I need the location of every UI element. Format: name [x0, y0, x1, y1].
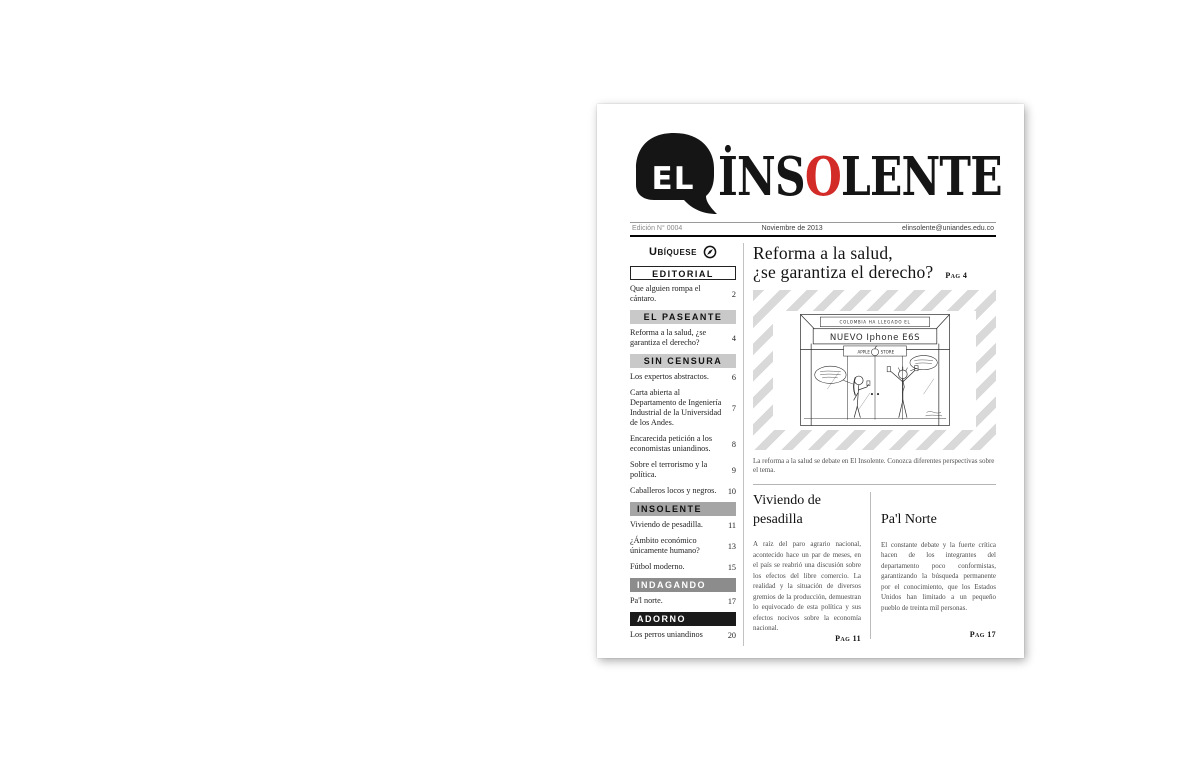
- toc-item: [630, 328, 736, 348]
- masthead: [597, 104, 1024, 222]
- article-page-ref: Pag 11: [835, 633, 861, 643]
- article-title: Pa'l Norte: [881, 511, 937, 527]
- toc-item: [630, 460, 736, 480]
- comic-striped-frame: [753, 290, 996, 450]
- content-row: [630, 243, 996, 646]
- toc-item-title: Caballeros locos y negros.: [630, 486, 717, 495]
- toc-item-page: 4: [731, 333, 736, 343]
- toc-item: [630, 536, 736, 556]
- section-header-editorial: EDITORIAL: [630, 266, 736, 280]
- toc-item-title: Reforma a la salud, ¿se garantiza el derecho?: [630, 328, 707, 347]
- compass-icon: [703, 245, 717, 259]
- section-header-indagando: INDAGANDO: [630, 578, 736, 592]
- toc-item: [630, 630, 736, 640]
- toc-title-row: [630, 245, 736, 259]
- masthead-el: EL: [651, 161, 695, 197]
- masthead-title-red-o: O: [804, 146, 841, 208]
- headline-page-ref: Pag 4: [945, 271, 968, 281]
- headline-line2: ¿se garantiza el derecho?: [753, 262, 934, 283]
- masthead-title-end: LENTE: [840, 146, 1002, 208]
- contact-email: elinsolente@uniandes.edu.co: [902, 225, 994, 232]
- article-body: A raíz del paro agrario nacional, acontecido hace un par de meses, en el país se reabrió una discusión sobre los efectos del libre comercio. La realidad y la situación de diversos gremios de la producción, demuestran lo equivocado de esta política y sus efectos nocivos sobre la economía nacional.: [753, 540, 861, 633]
- toc-item-title: Los perros uniandinos: [630, 630, 703, 639]
- toc-item-title: Pa'l norte.: [630, 596, 663, 605]
- toc-item-page: 10: [727, 486, 736, 496]
- toc-item-title: ¿Ámbito económico únicamente humano?: [630, 536, 700, 555]
- toc-item: [630, 372, 736, 382]
- toc-item-page: 9: [731, 465, 736, 475]
- toc-item: [630, 388, 736, 428]
- article-viviendo-de-pesadilla: [753, 492, 870, 643]
- toc-item: [630, 520, 736, 530]
- toc-item-page: 8: [731, 439, 736, 449]
- front-articles: [753, 492, 996, 643]
- toc-item-title: Fútbol moderno.: [630, 562, 685, 571]
- section-header-insolente: INSOLENTE: [630, 502, 736, 516]
- comic-banner-text: NUEVO Iphone E6S: [829, 332, 920, 343]
- masthead-title-start: İNS: [718, 146, 805, 208]
- comic-store-left-text: APPLE: [856, 349, 870, 355]
- toc-item-title: Carta abierta al Departamento de Ingeniería Industrial de la Universidad de los Andes.: [630, 388, 722, 427]
- main-column: [744, 243, 996, 646]
- comic-caption: La reforma a la salud se debate en El Insolente. Conozca diferentes perspectivas sobre el tema.: [753, 456, 995, 474]
- article-title: Viviendo de pesadilla: [753, 492, 821, 527]
- toc-item-title: Encarecida petición a los economistas uniandinos.: [630, 434, 713, 453]
- masthead-title: [718, 146, 1002, 208]
- toc-item-title: Que alguien rompa el cántaro.: [630, 284, 701, 303]
- comic-sign-text: COLOMBIA HA LLEGADO EL: [839, 319, 910, 325]
- toc-item-page: 20: [727, 630, 736, 640]
- toc-item-page: 7: [731, 403, 736, 413]
- section-header-sin-censura: SIN CENSURA: [630, 354, 736, 368]
- toc-item-title: Sobre el terrorismo y la política.: [630, 460, 708, 479]
- toc-item-page: 6: [731, 372, 736, 382]
- toc-item: [630, 486, 736, 496]
- toc-item-page: 13: [727, 541, 736, 551]
- table-of-contents: [630, 243, 743, 646]
- section-header-adorno: ADORNO: [630, 612, 736, 626]
- article-body: El constante debate y la fuerte crítica hacen de los integrantes del departamento poco conformistas, garantizando la búsqueda permanente por el conocimiento, que los Estados Unidos han limitado a un pequeño pueblo de treinta mil personas.: [881, 540, 996, 612]
- toc-title: Ubíquese: [649, 246, 697, 258]
- toc-item: [630, 434, 736, 454]
- dateline-bar: [630, 222, 996, 237]
- toc-item-page: 15: [727, 562, 736, 572]
- comic-store-right-text: STORE: [880, 349, 894, 355]
- toc-item: [630, 596, 736, 606]
- toc-item-page: 17: [727, 596, 736, 606]
- speech-bubble-logo: [627, 130, 727, 216]
- toc-item: [630, 562, 736, 572]
- toc-item: [630, 284, 736, 304]
- comic-panel: [773, 311, 976, 430]
- toc-item-page: 2: [731, 289, 736, 299]
- horizontal-rule: [753, 484, 996, 485]
- toc-item-page: 11: [728, 520, 736, 530]
- section-header-el-paseante: EL PASEANTE: [630, 310, 736, 324]
- newspaper-page: [597, 104, 1024, 658]
- edition-number: Edición N° 0004: [632, 225, 683, 232]
- headline-line1: Reforma a la salud,: [753, 243, 893, 263]
- editorial-cartoon: [799, 313, 951, 427]
- toc-item-title: Viviendo de pesadilla.: [630, 520, 703, 529]
- article-pal-norte: [871, 492, 996, 639]
- issue-date: Noviembre de 2013: [761, 225, 823, 232]
- toc-item-title: Los expertos abstractos.: [630, 372, 709, 381]
- article-page-ref: Pag 17: [969, 629, 996, 639]
- lead-headline: [753, 244, 996, 283]
